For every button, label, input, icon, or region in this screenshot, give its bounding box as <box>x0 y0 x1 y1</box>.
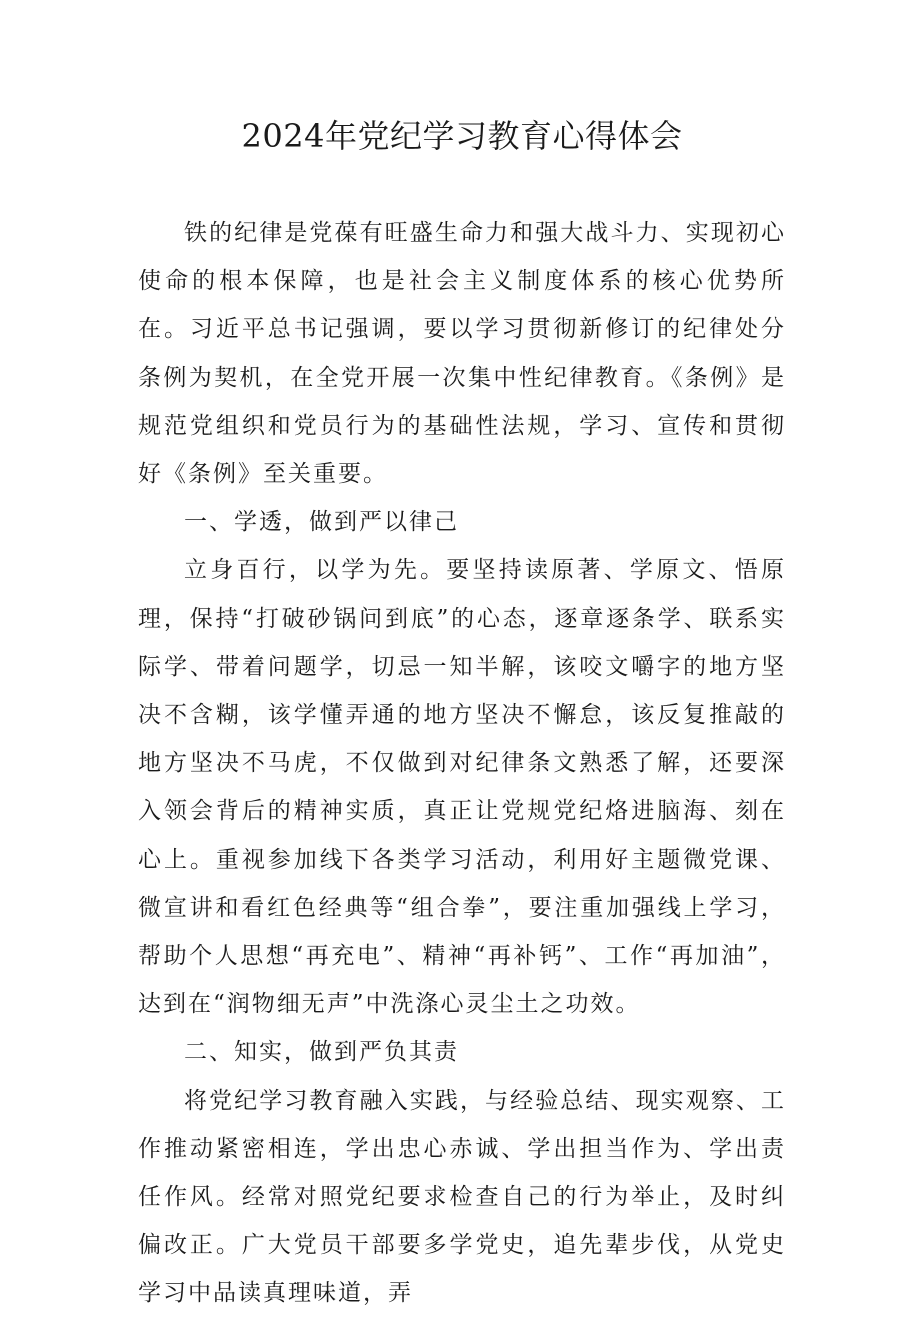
section-1-paragraph: 立身百行，以学为先。要坚持读原著、学原文、悟原理，保持“打破砂锅问到底”的心态，逐章逐条学、联系实际学、带着问题学，切忌一知半解，该咬文嚼字的地方坚决不含糊，该学懂弄通的地方坚决不懈怠，该反复推敲的地方坚决不马虎，不仅做到对纪律条文熟悉了解，还要深入领会背后的精神实质，真正让党规党纪烙进脑海、刻在心上。重视参加线下各类学习活动，利用好主题微党课、微宣讲和看红色经典等“组合拳”，要注重加强线上学习，帮助个人思想“再充电”、精神“再补钙”、工作“再加油”，达到在“润物细无声”中洗涤心灵尘土之功效。 <box>138 557 786 1018</box>
intro-paragraph: 铁的纪律是党葆有旺盛生命力和强大战斗力、实现初心使命的根本保障，也是社会主义制度体系的核心优势所在。习近平总书记强调，要以学习贯彻新修订的纪律处分条例为契机，在全党开展一次集中性纪律教育。《条例》是规范党组织和党员行为的基础性法规，学习、宣传和贯彻好《条例》至关重要。 <box>138 220 786 488</box>
section-2-paragraph: 将党纪学习教育融入实践，与经验总结、现实观察、工作推动紧密相连，学出忠心赤诚、学出担当作为、学出责任作风。经常对照党纪要求检查自己的行为举止，及时纠偏改正。广大党员干部要多学党史，追先辈步伐，从党史学习中品读真理味道，弄 <box>138 1087 786 1307</box>
section-heading-2: 二、知实，做到严负其责 <box>184 1039 459 1066</box>
section-heading-1: 一、学透，做到严以律己 <box>184 509 459 536</box>
document-title: 2024年党纪学习教育心得体会 <box>241 117 683 155</box>
document-body <box>138 209 786 1318</box>
